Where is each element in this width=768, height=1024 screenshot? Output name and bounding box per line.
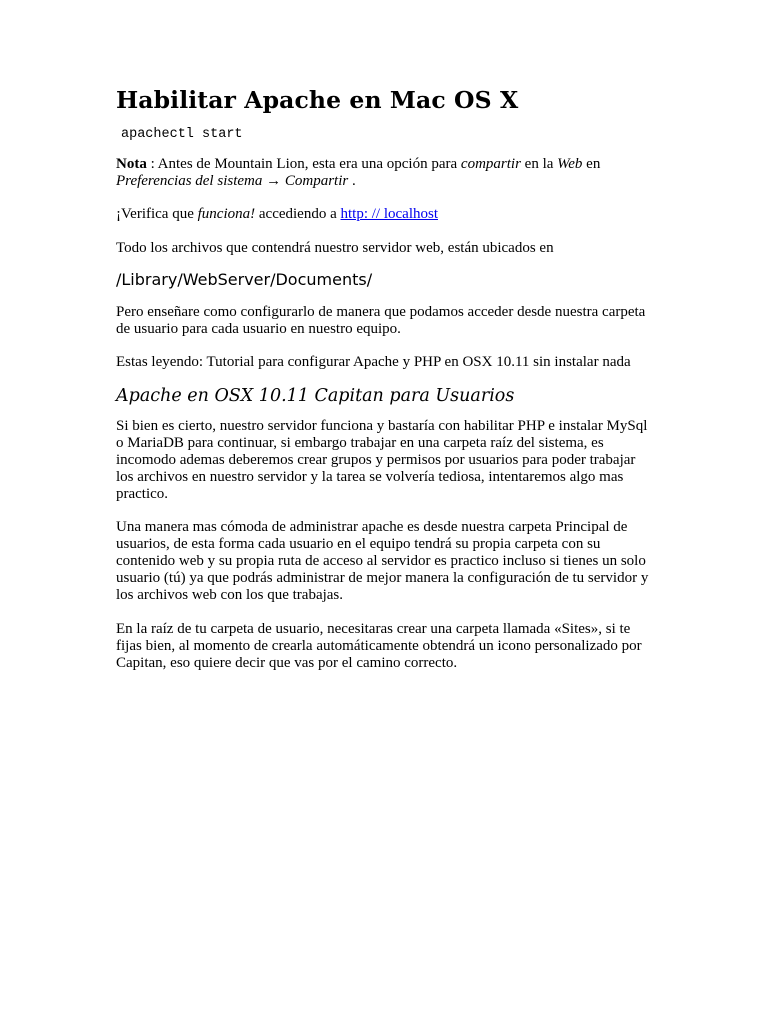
verify-em-funciona: funciona! <box>197 206 256 222</box>
document-page <box>116 84 656 672</box>
note-em-compartir-2: Compartir <box>284 173 349 189</box>
config-intro-paragraph: Pero enseñare como configurarlo de manera que podamos acceder desde nuestra carpeta de usuario para cada usuario en nuestro equipo. <box>116 304 646 337</box>
reading-paragraph: Estas leyendo: Tutorial para configurar Apache y PHP en OSX 10.11 sin instalar nada <box>116 354 631 370</box>
note-text-2: en la <box>520 156 558 172</box>
body-paragraph-3: En la raíz de tu carpeta de usuario, necesitaras crear una carpeta llamada «Sites», si te fijas bien, al momento de crearla automáticamente obtendrá un icono personalizado por Capitan, eso quiere decir que vas por el camino correcto. <box>116 621 642 671</box>
note-label: Nota <box>116 156 147 172</box>
webserver-path: /Library/WebServer/Documents/ <box>116 270 373 289</box>
files-intro-paragraph: Todo los archivos que contendrá nuestro servidor web, están ubicados en <box>116 240 554 256</box>
note-text-4: . <box>348 173 356 189</box>
page-title: Habilitar Apache en Mac OS X <box>116 86 519 114</box>
note-em-web: Web <box>557 156 583 172</box>
note-text-1: : Antes de Mountain Lion, esta era una opción para <box>146 156 461 172</box>
section-subtitle: Apache en OSX 10.11 Capitan para Usuarios <box>116 386 515 406</box>
verify-paragraph <box>116 206 656 223</box>
localhost-link[interactable]: http: // localhost <box>340 206 438 222</box>
verify-text-1: ¡Verifica que <box>116 206 198 222</box>
body-paragraph-2: Una manera mas cómoda de administrar apache es desde nuestra carpeta Principal de usuarios, de esta forma cada usuario en el equipo tendrá su propia carpeta con su contenido web y su propia ruta de acceso al servidor es practico incluso si tienes un solo usuario (tú) ya que podrás administrar de mejor manera la configuración de tu servidor y los archivos web con los que trabajas. <box>116 519 649 603</box>
note-paragraph <box>116 156 656 190</box>
body-paragraph-1: Si bien es cierto, nuestro servidor funciona y bastaría con habilitar PHP e instalar MySql o MariaDB para continuar, si embargo trabajar en una carpeta raíz del sistema, es incomodo ademas deberemos crear grupos y permisos por usuarios para poder trabajar los archivos en nuestro servidor y la tarea se volvería tediosa, intentaremos algo mas practico. <box>116 418 648 502</box>
note-text-3: en <box>582 156 601 172</box>
verify-text-2: accediendo a <box>255 206 341 222</box>
note-em-preferencias: Preferencias del sistema <box>116 173 263 189</box>
arrow-right-icon: → <box>262 173 285 189</box>
command-code: apachectl start <box>121 127 243 142</box>
note-em-compartir: compartir <box>460 156 521 172</box>
